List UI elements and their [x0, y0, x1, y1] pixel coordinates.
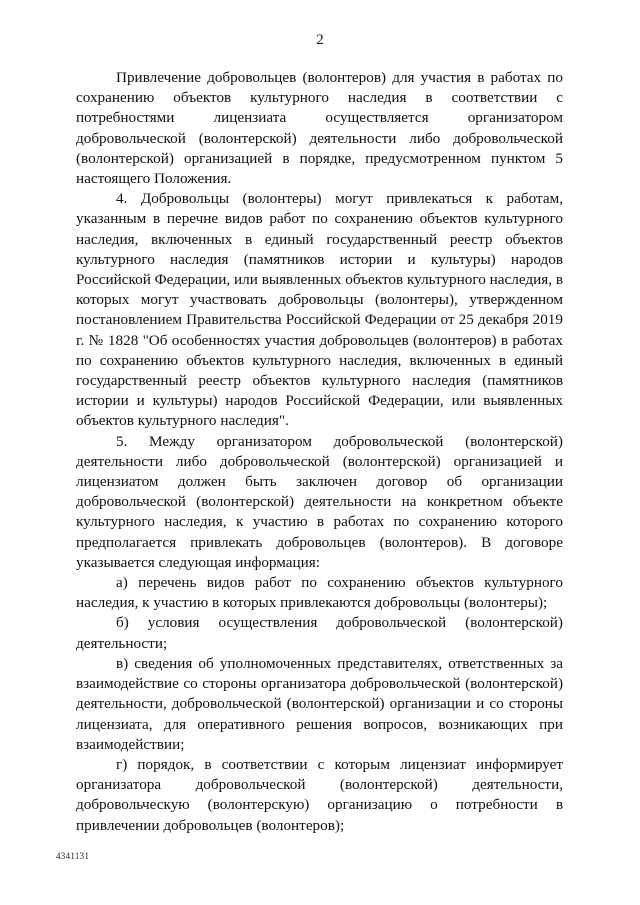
- page-number: 2: [316, 32, 324, 48]
- paragraph-subitem-g: г) порядок, в соответствии с которым лицензиат информирует организатора добровольческой (волонтерской) деятельности, добровольческую (волонтерскую) организацию о потребности в привлечении добровольцев (волонтеров);: [76, 755, 563, 834]
- paragraph-subitem-a: а) перечень видов работ по сохранению объектов культурного наследия, к участию в которых привлекаются добровольцы (волонтеры);: [76, 574, 563, 612]
- paragraph-item-5: 5. Между организатором добровольческой (волонтерской) деятельности либо добровольческой (волонтерской) организацией и лицензиатом должен быть заключен договор об организации добровольческой (волонтерской) деятельности на конкретном объекте культурного наследия, к участию в работах по сохранению которого предполагается привлекать добровольцев (волонтеров). В договоре указывается следующая информация:: [76, 432, 563, 571]
- paragraph-subitem-b: б) условия осуществления добровольческой (волонтерской) деятельности;: [76, 614, 563, 652]
- document-code: 4341131: [56, 851, 90, 861]
- document-body: [76, 68, 563, 836]
- paragraph-item-4: 4. Добровольцы (волонтеры) могут привлекаться к работам, указанным в перечне видов работ по сохранению объектов культурного наследия, включенных в единый государственный реестр объектов культурного наследия (памятников истории и культуры) народов Российской Федерации, или выявленных объектов культурного наследия, в которых могут участвовать добровольцы (волонтеры), утвержденном постановлением Правительства Российской Федерации от 25 декабря 2019 г. № 1828 "Об особенностях участия добровольцев (волонтеров) в работах по сохранению объектов культурного наследия, включенных в единый государственный реестр объектов культурного наследия (памятников истории и культуры) народов Российской Федерации, или выявленных объектов культурного наследия".: [76, 190, 563, 430]
- paragraph-subitem-v: в) сведения об уполномоченных представителях, ответственных за взаимодействие со стороны организатора добровольческой (волонтерской) деятельности, добровольческой (волонтерской) организации и со стороны лицензиата, для оперативного решения вопросов, возникающих при взаимодействии;: [76, 654, 563, 753]
- paragraph-volunteer-involvement: Привлечение добровольцев (волонтеров) для участия в работах по сохранению объектов культурного наследия в соответствии с потребностями лицензиата осуществляется организатором добровольческой (волонтерской) деятельности либо добровольческой (волонтерской) организацией в порядке, предусмотренном пунктом 5 настоящего Положения.: [76, 69, 563, 188]
